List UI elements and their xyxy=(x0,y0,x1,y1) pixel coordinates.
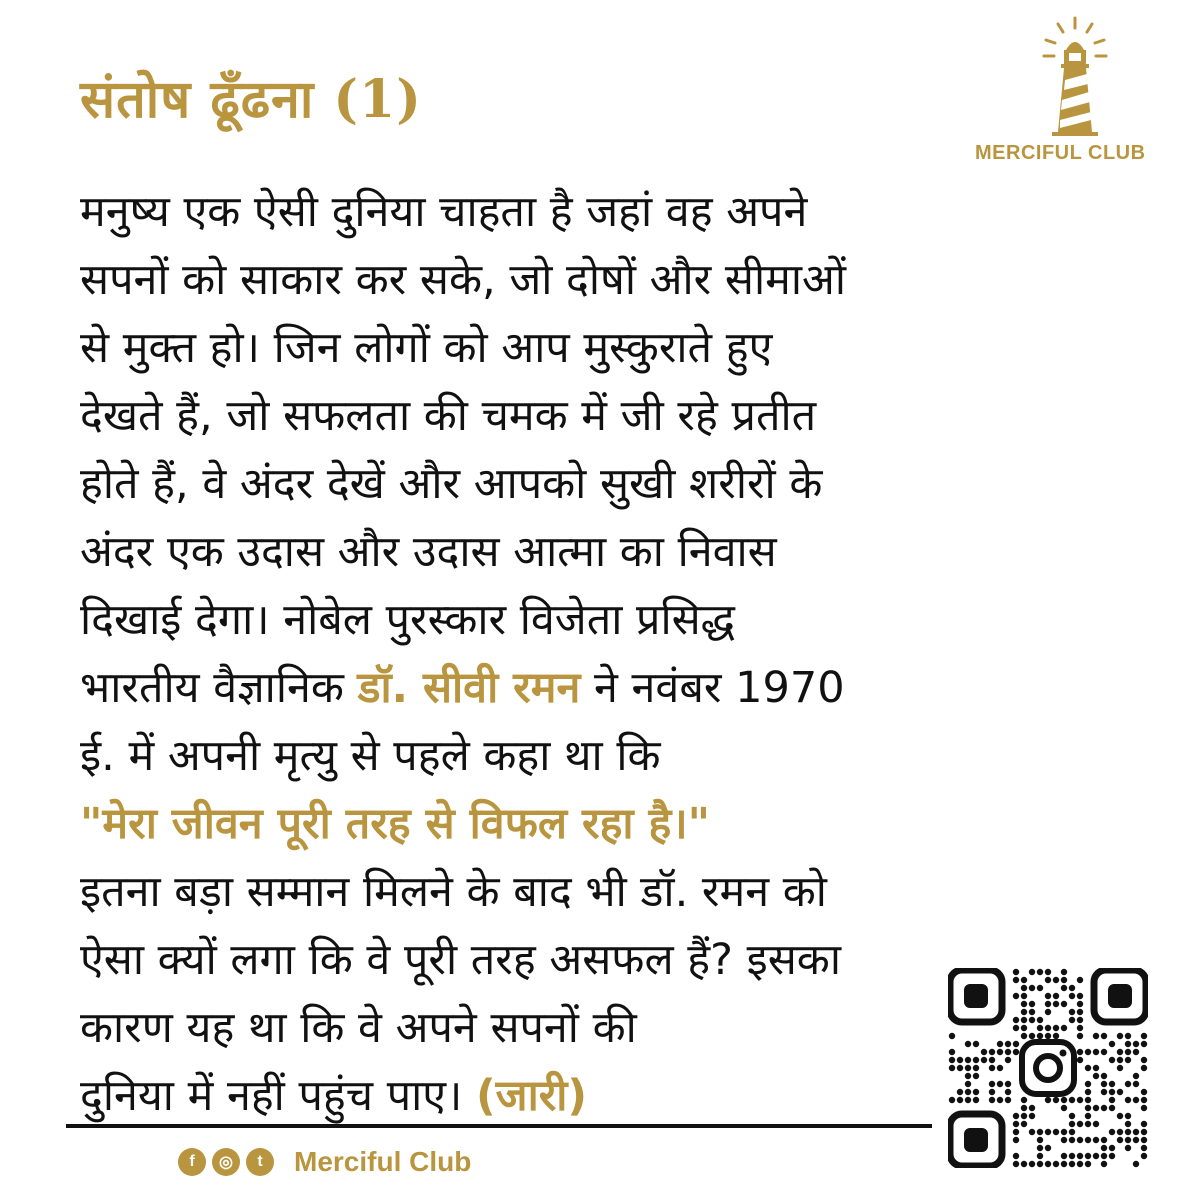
qr-module xyxy=(1101,1137,1107,1143)
qr-module xyxy=(973,1057,979,1063)
qr-module xyxy=(989,1049,995,1055)
qr-module xyxy=(1141,1153,1147,1159)
qr-finder-center xyxy=(964,1128,988,1152)
qr-module xyxy=(1109,1105,1115,1111)
twitter-icon[interactable]: t xyxy=(246,1148,274,1176)
qr-module xyxy=(1029,1009,1035,1015)
qr-module xyxy=(1045,1001,1051,1007)
qr-module xyxy=(1037,1153,1043,1159)
qr-module xyxy=(949,1057,955,1063)
qr-module xyxy=(1109,1057,1115,1063)
text-span: दिखाई देगा। नोबेल पुरस्कार विजेता प्रसिद्ध xyxy=(80,595,736,645)
qr-module xyxy=(1053,1097,1059,1103)
qr-finder-center xyxy=(1108,984,1132,1008)
lighthouse-logo xyxy=(1040,14,1110,144)
qr-module xyxy=(1061,1097,1067,1103)
qr-module xyxy=(1133,1049,1139,1055)
divider xyxy=(66,1124,932,1128)
qr-module xyxy=(1101,1033,1107,1039)
qr-module xyxy=(1133,1097,1139,1103)
qr-module xyxy=(1093,1065,1099,1071)
qr-module xyxy=(1045,1033,1051,1039)
qr-module xyxy=(1029,1001,1035,1007)
qr-module xyxy=(1029,1129,1035,1135)
qr-module xyxy=(949,1049,955,1055)
qr-module xyxy=(1045,1009,1051,1015)
qr-module xyxy=(1021,1113,1027,1119)
qr-module xyxy=(965,1065,971,1071)
qr-module xyxy=(1037,1129,1043,1135)
qr-module xyxy=(1117,1113,1123,1119)
qr-module xyxy=(1061,1105,1067,1111)
qr-module xyxy=(1045,1097,1051,1103)
qr-module xyxy=(1109,1145,1115,1151)
qr-module xyxy=(1037,1145,1043,1151)
qr-module xyxy=(1061,1129,1067,1135)
text-line xyxy=(80,858,1130,926)
qr-module xyxy=(1021,1105,1027,1111)
qr-module xyxy=(1077,1161,1083,1167)
qr-module xyxy=(1101,1089,1107,1095)
qr-module xyxy=(1061,969,1067,975)
qr-module xyxy=(1085,1153,1091,1159)
qr-module xyxy=(965,1057,971,1063)
qr-module xyxy=(1141,1105,1147,1111)
text-span: होते हैं, वे अंदर देखें और आपको सुखी शरीरों के xyxy=(80,459,823,509)
qr-module xyxy=(1069,1017,1075,1023)
qr-module xyxy=(965,1041,971,1047)
qr-module xyxy=(1061,1001,1067,1007)
qr-module xyxy=(1053,993,1059,999)
qr-module xyxy=(1013,1137,1019,1143)
qr-module xyxy=(1141,1121,1147,1127)
qr-module xyxy=(1141,1145,1147,1151)
qr-module xyxy=(1109,1129,1115,1135)
qr-module xyxy=(1013,1113,1019,1119)
qr-module xyxy=(957,1065,963,1071)
qr-module xyxy=(1077,1137,1083,1143)
qr-module xyxy=(1085,1097,1091,1103)
qr-module xyxy=(1021,985,1027,991)
qr-module xyxy=(1069,1153,1075,1159)
text-line xyxy=(80,518,1130,586)
qr-module xyxy=(1077,1153,1083,1159)
qr-finder-center xyxy=(964,984,988,1008)
qr-module xyxy=(1077,1121,1083,1127)
qr-module xyxy=(1125,1049,1131,1055)
qr-module xyxy=(1141,1097,1147,1103)
qr-module xyxy=(1077,1057,1083,1063)
qr-module xyxy=(1037,1137,1043,1143)
qr-module xyxy=(1101,1105,1107,1111)
qr-module xyxy=(1013,1129,1019,1135)
qr-module xyxy=(1093,1073,1099,1079)
qr-module xyxy=(1109,1097,1115,1103)
qr-module xyxy=(1117,1129,1123,1135)
qr-module xyxy=(1141,1089,1147,1095)
qr-module xyxy=(1117,1137,1123,1143)
qr-module xyxy=(1021,1161,1027,1167)
qr-module xyxy=(1117,1065,1123,1071)
highlighted-quote: "मेरा जीवन पूरी तरह से विफल रहा है।" xyxy=(80,799,711,849)
qr-module xyxy=(1037,985,1043,991)
qr-module xyxy=(1101,1049,1107,1055)
qr-module xyxy=(1141,1057,1147,1063)
text-line xyxy=(80,654,1130,722)
qr-module xyxy=(1141,1137,1147,1143)
qr-module xyxy=(1045,1129,1051,1135)
qr-module xyxy=(1101,1153,1107,1159)
qr-module xyxy=(965,1089,971,1095)
qr-module xyxy=(1077,1097,1083,1103)
text-line xyxy=(80,314,1130,382)
qr-module xyxy=(1069,985,1075,991)
qr-module xyxy=(1037,1033,1043,1039)
qr-module xyxy=(1077,977,1083,983)
qr-module xyxy=(989,1057,995,1063)
qr-module xyxy=(1069,1137,1075,1143)
qr-module xyxy=(1085,1113,1091,1119)
qr-module xyxy=(1093,1121,1099,1127)
qr-module xyxy=(1061,977,1067,983)
qr-module xyxy=(1117,1089,1123,1095)
qr-module xyxy=(989,1089,995,1095)
text-span: कारण यह था कि वे अपने सपनों की xyxy=(80,1003,637,1053)
qr-module xyxy=(1125,1097,1131,1103)
qr-module xyxy=(1085,1121,1091,1127)
qr-module xyxy=(1125,1057,1131,1063)
qr-module xyxy=(1005,1089,1011,1095)
qr-module xyxy=(1069,1113,1075,1119)
qr-module xyxy=(1125,1033,1131,1039)
qr-module xyxy=(1013,1121,1019,1127)
qr-module xyxy=(1085,1081,1091,1087)
qr-module xyxy=(1077,1001,1083,1007)
text-line xyxy=(80,450,1130,518)
qr-module xyxy=(1013,993,1019,999)
instagram-icon xyxy=(1022,1042,1074,1094)
qr-module xyxy=(997,1049,1003,1055)
text-line xyxy=(80,382,1130,450)
qr-module xyxy=(981,1057,987,1063)
qr-module xyxy=(1069,1009,1075,1015)
qr-module xyxy=(1085,1105,1091,1111)
text-span: ऐसा क्यों लगा कि वे पूरी तरह असफल हैं? इसका xyxy=(80,935,841,985)
page-title: संतोष ढूँढना (1) xyxy=(80,69,422,130)
instagram-icon[interactable]: ◎ xyxy=(212,1148,240,1176)
qr-module xyxy=(997,1097,1003,1103)
text-span: ने नवंबर 1970 xyxy=(580,663,845,713)
qr-module xyxy=(1117,1033,1123,1039)
qr-module xyxy=(1069,1161,1075,1167)
qr-module xyxy=(1005,1049,1011,1055)
qr-module xyxy=(1069,1121,1075,1127)
qr-module xyxy=(1085,1065,1091,1071)
qr-module xyxy=(965,1097,971,1103)
qr-module xyxy=(1141,1129,1147,1135)
qr-module xyxy=(1029,1113,1035,1119)
qr-module xyxy=(1133,1161,1139,1167)
qr-module xyxy=(1029,969,1035,975)
qr-module xyxy=(1077,1017,1083,1023)
qr-module xyxy=(1037,1017,1043,1023)
qr-module xyxy=(1133,1081,1139,1087)
qr-module xyxy=(1077,993,1083,999)
qr-module xyxy=(1125,1041,1131,1047)
qr-module xyxy=(1101,1161,1107,1167)
qr-module xyxy=(1045,1161,1051,1167)
qr-module xyxy=(1053,1161,1059,1167)
text-line xyxy=(80,246,1130,314)
qr-module xyxy=(1013,1161,1019,1167)
qr-module xyxy=(1109,1153,1115,1159)
qr-module xyxy=(973,1097,979,1103)
qr-module xyxy=(1101,1081,1107,1087)
text-span: मनुष्य एक ऐसी दुनिया चाहता है जहां वह अपने xyxy=(80,187,808,237)
qr-module xyxy=(957,1057,963,1063)
qr-module xyxy=(1029,1033,1035,1039)
qr-module xyxy=(1037,1161,1043,1167)
qr-module xyxy=(1061,985,1067,991)
qr-module xyxy=(1013,1049,1019,1055)
qr-module xyxy=(949,1033,955,1039)
qr-module xyxy=(1093,1105,1099,1111)
qr-module xyxy=(1005,1097,1011,1103)
continued-label: (जारी) xyxy=(476,1071,588,1121)
qr-module xyxy=(1021,1121,1027,1127)
qr-module xyxy=(973,1089,979,1095)
qr-module xyxy=(1141,1065,1147,1071)
qr-module xyxy=(1053,1033,1059,1039)
text-span: इतना बड़ा सम्मान मिलने के बाद भी डॉ. रमन को xyxy=(80,867,827,917)
facebook-icon[interactable]: f xyxy=(178,1148,206,1176)
qr-module xyxy=(1005,1041,1011,1047)
qr-module xyxy=(1093,1033,1099,1039)
qr-module xyxy=(1061,1161,1067,1167)
qr-module xyxy=(1077,1049,1083,1055)
qr-module xyxy=(1029,1105,1035,1111)
qr-module xyxy=(1125,1081,1131,1087)
qr-module xyxy=(989,1097,995,1103)
qr-module xyxy=(1109,1089,1115,1095)
qr-module xyxy=(1117,1057,1123,1063)
qr-module xyxy=(1077,1009,1083,1015)
qr-module xyxy=(1109,1041,1115,1047)
text-line xyxy=(80,722,1130,790)
qr-module xyxy=(1045,977,1051,983)
qr-module xyxy=(1005,1081,1011,1087)
text-line xyxy=(80,178,1130,246)
qr-module xyxy=(1029,1161,1035,1167)
highlighted-name: डॉ. सीवी रमन xyxy=(357,663,581,713)
qr-module xyxy=(1141,1033,1147,1039)
qr-module xyxy=(981,1049,987,1055)
qr-module xyxy=(989,1081,995,1087)
qr-module xyxy=(1029,1017,1035,1023)
qr-module xyxy=(973,1041,979,1047)
qr-module xyxy=(949,1097,955,1103)
qr-module xyxy=(1069,993,1075,999)
qr-module xyxy=(1053,1001,1059,1007)
qr-module xyxy=(973,1073,979,1079)
qr-module xyxy=(1133,1041,1139,1047)
brand-name: MERCIFUL CLUB xyxy=(975,142,1146,164)
qr-module xyxy=(1013,1153,1019,1159)
footer xyxy=(178,1146,471,1178)
qr-module xyxy=(1053,1129,1059,1135)
qr-module xyxy=(965,1081,971,1087)
instagram-dot xyxy=(1060,1050,1067,1057)
qr-module xyxy=(1021,1001,1027,1007)
qr-module xyxy=(1125,1129,1131,1135)
qr-module xyxy=(1117,1049,1123,1055)
qr-module xyxy=(1109,1081,1115,1087)
qr-module xyxy=(989,1065,995,1071)
qr-module xyxy=(1141,1041,1147,1047)
qr-module xyxy=(1061,1153,1067,1159)
qr-module xyxy=(1093,1153,1099,1159)
qr-module xyxy=(1037,969,1043,975)
qr-module xyxy=(973,1065,979,1071)
qr-module xyxy=(1085,1161,1091,1167)
qr-module xyxy=(1021,977,1027,983)
qr-module xyxy=(1061,1025,1067,1031)
qr-code[interactable] xyxy=(948,968,1148,1168)
text-span: ई. में अपनी मृत्यु से पहले कहा था कि xyxy=(80,731,661,781)
qr-module xyxy=(1013,969,1019,975)
qr-module xyxy=(1013,1017,1019,1023)
qr-module xyxy=(1021,1025,1027,1031)
qr-module xyxy=(997,1081,1003,1087)
text-span: से मुक्त हो। जिन लोगों को आप मुस्कुराते हुए xyxy=(80,323,773,373)
instagram-lens xyxy=(1036,1056,1060,1080)
qr-module xyxy=(1037,1025,1043,1031)
text-line xyxy=(80,586,1130,654)
qr-module xyxy=(1021,1017,1027,1023)
qr-module xyxy=(1077,1033,1083,1039)
quote-line xyxy=(80,790,1130,858)
qr-module xyxy=(949,1065,955,1071)
qr-module xyxy=(1021,1097,1027,1103)
qr-module xyxy=(1125,1137,1131,1143)
qr-module xyxy=(1005,1057,1011,1063)
qr-module xyxy=(1125,1145,1131,1151)
qr-module xyxy=(1125,1113,1131,1119)
qr-module xyxy=(1053,977,1059,983)
qr-module xyxy=(1021,1009,1027,1015)
qr-module xyxy=(1069,1129,1075,1135)
qr-module xyxy=(1013,1041,1019,1047)
qr-module xyxy=(1045,969,1051,975)
qr-module xyxy=(1085,1089,1091,1095)
qr-module xyxy=(1101,1145,1107,1151)
footer-brand: Merciful Club xyxy=(294,1146,472,1177)
qr-module xyxy=(1013,1025,1019,1031)
qr-module xyxy=(997,1041,1003,1047)
qr-module xyxy=(965,1073,971,1079)
qr-module xyxy=(1093,1049,1099,1055)
text-span: दुनिया में नहीं पहुंच पाए। xyxy=(80,1071,477,1121)
qr-module xyxy=(1045,1145,1051,1151)
qr-module xyxy=(1069,1097,1075,1103)
text-span: भारतीय वैज्ञानिक xyxy=(80,663,358,713)
qr-module xyxy=(1085,1137,1091,1143)
text-span: सपनों को साकार कर सके, जो दोषों और सीमाओं xyxy=(80,255,846,305)
qr-module xyxy=(1045,993,1051,999)
qr-module xyxy=(1093,1137,1099,1143)
qr-module xyxy=(1045,1025,1051,1031)
qr-module xyxy=(1021,993,1027,999)
qr-module xyxy=(957,1097,963,1103)
qr-module xyxy=(1021,1033,1027,1039)
qr-module xyxy=(1133,1129,1139,1135)
qr-module xyxy=(1133,1073,1139,1079)
qr-module xyxy=(1077,1025,1083,1031)
qr-module xyxy=(1029,985,1035,991)
qr-module xyxy=(1133,1137,1139,1143)
text-span: देखते हैं, जो सफलता की चमक में जी रहे प्रतीत xyxy=(80,391,817,441)
qr-module xyxy=(1053,1025,1059,1031)
qr-module xyxy=(957,1089,963,1095)
qr-module xyxy=(1061,1137,1067,1143)
qr-module xyxy=(1013,977,1019,983)
text-span: अंदर एक उदास और उदास आत्मा का निवास xyxy=(80,527,777,577)
qr-module xyxy=(1125,1121,1131,1127)
qr-module xyxy=(1085,1049,1091,1055)
qr-module xyxy=(1101,1073,1107,1079)
qr-module xyxy=(997,1065,1003,1071)
